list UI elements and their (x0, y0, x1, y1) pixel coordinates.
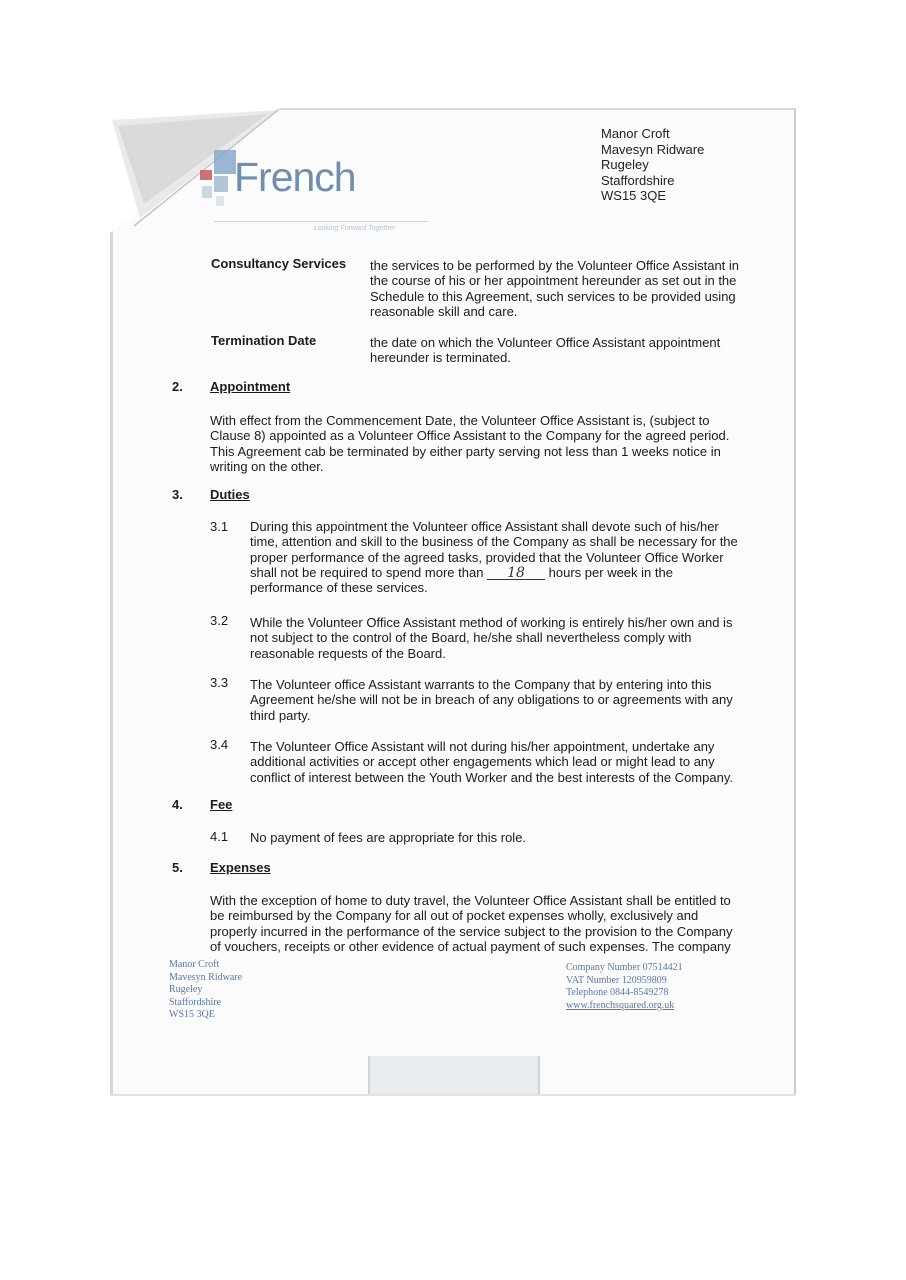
text-line: hereunder is terminated. (370, 350, 511, 366)
text-line: Agreement he/she will not be in breach of any obligations to or agreements with any (250, 692, 733, 708)
clause-text (250, 739, 748, 785)
company-number: Company Number 07514421 (566, 962, 683, 973)
text-line: With the exception of home to duty travel, the Volunteer Office Assistant shall be entitled to (210, 893, 731, 908)
text-line: the date on which the Volunteer Office Assistant appointment (370, 335, 721, 350)
text-line: The Volunteer office Assistant warrants to the Company that by entering into this (250, 677, 712, 692)
clause-number: 3.3 (210, 675, 229, 690)
section-heading: Fee (210, 797, 233, 812)
address-line: Staffordshire (601, 172, 675, 188)
text-line: reasonable skill and care. (370, 303, 518, 319)
text-line: proper performance of the agreed tasks, provided that the Volunteer Office Worker (250, 549, 724, 565)
clause-text: No payment of fees are appropriate for this role. (250, 830, 527, 845)
clause-text (250, 615, 748, 661)
telephone-number: Telephone 0844-8549278 (566, 987, 669, 999)
clause-number: 3.1 (210, 519, 229, 534)
logo-wordmark: French (234, 154, 356, 200)
text-line: Clause 8) appointed as a Volunteer Office Assistant to the Company for the agreed period. (210, 428, 730, 444)
section-paragraph (210, 413, 748, 474)
section-heading: Expenses (210, 860, 271, 875)
definition-text (370, 258, 755, 319)
section-number: 3. (172, 487, 183, 502)
scan-artifact (368, 1056, 540, 1096)
hours-handwritten-entry: 18 (487, 567, 545, 580)
footer-address (169, 959, 242, 1022)
clause-number: 3.2 (210, 613, 229, 628)
address-line: WS15 3QE (601, 188, 667, 204)
definition-term: Consultancy Services (211, 256, 347, 271)
text-line: properly incurred in the performance of the service subject to the provision to the Company (210, 923, 733, 939)
clause-number: 3.4 (210, 737, 229, 752)
text-line: of vouchers, receipts or other evidence of actual payment of such expenses. The company (210, 938, 731, 954)
text-line: While the Volunteer Office Assistant method of working is entirely his/her own and is (250, 615, 733, 630)
section-heading: Appointment (210, 379, 291, 394)
text-line: reasonable requests of the Board. (250, 645, 446, 661)
text-fragment: shall not be required to spend more than (250, 564, 488, 580)
text-fragment: hours per week in the (545, 564, 673, 580)
text-line: time, attention and skill to the business of the Company as shall be necessary for the (250, 534, 738, 550)
section-number: 4. (172, 797, 183, 812)
text-line: This Agreement cab be terminated by either party serving not less than 1 weeks notice in (210, 443, 721, 459)
logo-underline (214, 221, 428, 222)
definition-term: Termination Date (211, 333, 317, 348)
address-line: Staffordshire (169, 996, 222, 1008)
text-line (250, 565, 748, 580)
text-line: writing on the other. (210, 458, 324, 474)
text-line: conflict of interest between the Youth Worker and the best interests of the Company. (250, 769, 733, 785)
section-number: 2. (172, 379, 183, 394)
header-address (601, 126, 704, 204)
section-number: 5. (172, 860, 183, 875)
text-line: third party. (250, 707, 311, 723)
address-line: Manor Croft (601, 126, 670, 141)
clause-text (250, 519, 748, 595)
address-line: WS15 3QE (169, 1009, 215, 1021)
section-paragraph (210, 893, 748, 954)
footer-company-info (566, 962, 683, 1012)
text-line: the course of his or her appointment hereunder as set out in the (370, 273, 737, 289)
text-line: The Volunteer Office Assistant will not during his/her appointment, undertake any (250, 739, 715, 754)
text-line: Schedule to this Agreement, such services to be provided using (370, 288, 736, 304)
text-line: be reimbursed by the Company for all out of pocket expenses wholly, exclusively and (210, 908, 699, 924)
address-line: Mavesyn Ridware (169, 971, 243, 983)
text-line: During this appointment the Volunteer office Assistant shall devote such of his/her (250, 519, 719, 534)
text-line: additional activities or accept other engagements which lead or might lead to any (250, 754, 715, 770)
text-line: performance of these services. (250, 580, 428, 596)
clause-number: 4.1 (210, 829, 229, 844)
address-line: Rugeley (169, 984, 203, 996)
page-bottom-edge (110, 1094, 796, 1096)
text-line: the services to be performed by the Volunteer Office Assistant in (370, 258, 740, 273)
website-link[interactable]: www.frenchsquared.org.uk (566, 999, 675, 1011)
text-line: With effect from the Commencement Date, the Volunteer Office Assistant is, (subject to (210, 413, 710, 428)
text-line: not subject to the control of the Board, he/she shall nevertheless comply with (250, 630, 692, 646)
address-line: Mavesyn Ridware (601, 141, 705, 157)
address-line: Rugeley (601, 157, 649, 173)
definition-text (370, 335, 755, 366)
section-heading: Duties (210, 487, 250, 502)
logo-tagline: Looking Forward Together (314, 225, 396, 232)
clause-text (250, 677, 748, 723)
vat-number: VAT Number 120959809 (566, 974, 667, 986)
address-line: Manor Croft (169, 959, 220, 970)
